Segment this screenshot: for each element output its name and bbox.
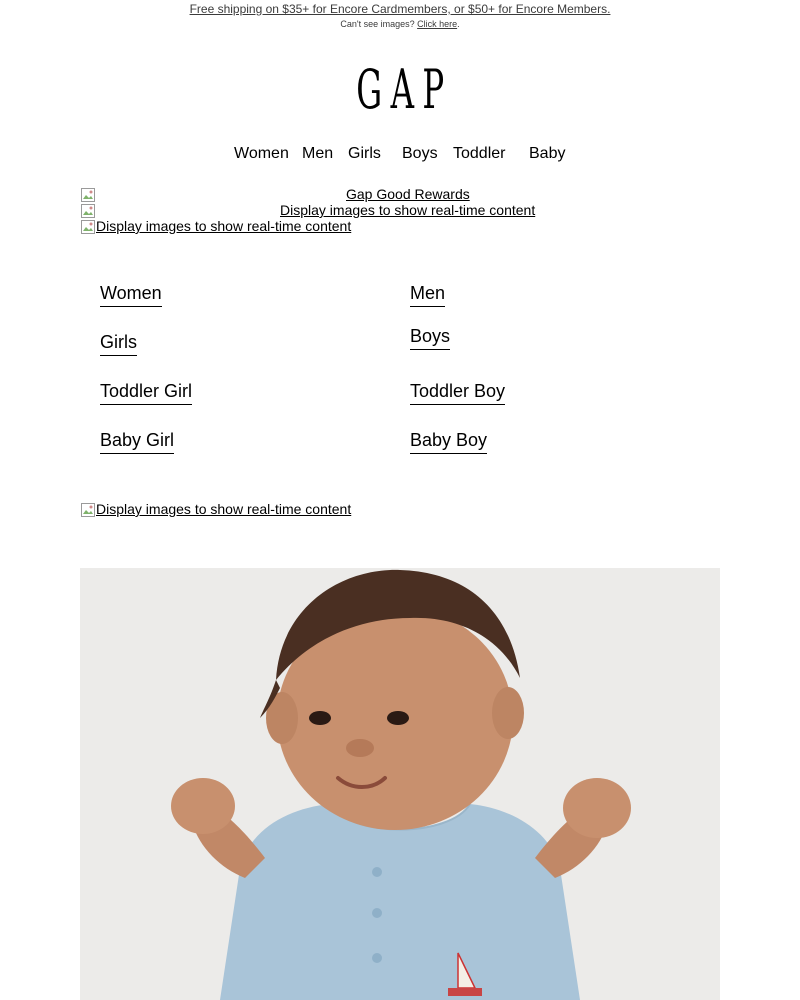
category-girls[interactable]: Girls (100, 331, 137, 356)
realtime-content-link-1[interactable]: Display images to show real-time content (280, 202, 536, 218)
nav-men[interactable]: Men (302, 145, 334, 162)
top-nav (0, 144, 800, 164)
category-baby-boy[interactable]: Baby Boy (410, 429, 487, 454)
category-boys[interactable]: Boys (410, 325, 450, 350)
nav-women[interactable]: Women (234, 145, 289, 162)
category-toddler-boy[interactable]: Toddler Boy (410, 380, 505, 405)
realtime-content-link-3[interactable]: Display images to show real-time content (96, 501, 352, 517)
top-banner (0, 0, 800, 31)
nav-toddler[interactable]: Toddler (453, 145, 506, 162)
gap-logo-text: GAP (356, 58, 453, 121)
nav-girls[interactable]: Girls (348, 145, 381, 162)
broken-image-icon (81, 220, 95, 234)
nav-boys[interactable]: Boys (402, 145, 438, 162)
gap-good-rewards-link[interactable]: Gap Good Rewards (346, 186, 470, 202)
broken-image-icon (81, 204, 95, 218)
cant-see-images (0, 17, 800, 31)
category-women[interactable]: Women (100, 282, 162, 307)
category-men[interactable]: Men (410, 282, 445, 307)
cant-see-suffix: . (457, 19, 460, 29)
gap-logo[interactable] (0, 58, 800, 121)
category-toddler-girl[interactable]: Toddler Girl (100, 380, 192, 405)
category-baby-girl[interactable]: Baby Girl (100, 429, 174, 454)
broken-image-icon (81, 503, 95, 517)
broken-image-icon (81, 188, 95, 202)
nav-baby[interactable]: Baby (529, 145, 566, 162)
realtime-content-link-2[interactable]: Display images to show real-time content (96, 218, 352, 234)
cant-see-prefix: Can't see images? (340, 19, 418, 29)
hero-image[interactable] (80, 568, 720, 1000)
click-here-link[interactable]: Click here (417, 19, 458, 29)
shipping-banner-link[interactable]: Free shipping on $35+ for Encore Cardmembers, or $50+ for Encore Members. (189, 2, 611, 16)
